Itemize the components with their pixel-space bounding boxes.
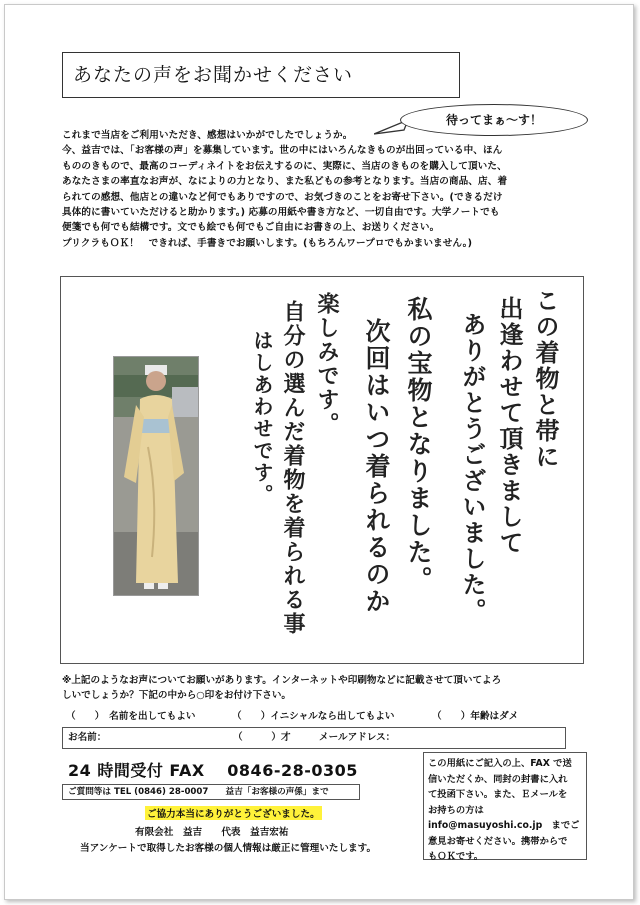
intro-line: これまで当店をご利用いただき、感想はいかがでしたでしょうか。 [62,130,353,141]
intro-line: もののきもので、最高のコーディネイトをお伝えするのに、実際に、当店のきものを購入して頂いた、 [62,160,507,172]
permission-note [62,673,582,703]
handwritten-line: ありがとうございました。 [458,312,487,624]
handwritten-line: 次回はいつ着られるのか [362,318,391,615]
instruction-line: 意見お寄せください。携帯からで [428,835,568,847]
handwritten-line: はしあわせです。 [250,330,274,506]
page-title: あなたの声をお聞かせください [62,52,460,98]
instruction-line: お持ちの方は [428,804,484,816]
intro-line: 便箋でも何でも結構です。文でも絵でも何でもご自由にお書きの上、お送りください。 [62,222,440,234]
handwritten-line: この着物と帯に [531,288,560,470]
email-field-label[interactable]: メールアドレス： [319,732,396,743]
speech-bubble: 待ってまぁ～す！ [400,104,588,136]
instruction-line: もＯＫです。 [428,851,484,862]
intro-line: 具体的に書いていただけると助かります。) 応募の用紙や書き方など、一切自由です。大学ノートでも [62,207,500,219]
handwritten-line: 自分の選んだ着物を着られる事 [280,300,306,636]
fax-number: 24 時間受付 FAX 0846-28-0305 [68,761,358,780]
thanks-message: ご協力本当にありがとうございました。 [145,806,322,820]
name-form-row [62,727,566,749]
kimono-photo-image [114,357,199,596]
instruction-line: て投函下さい。また、Ｅメールを [428,789,568,800]
submission-instructions [423,752,587,860]
handwritten-line: 出逢わせて頂きまして [495,296,524,556]
company-name: 有限会社 益吉 代表 益吉宏祐 [135,827,289,838]
option-name-ok[interactable]: （ ） 名前を出してもよい [66,711,196,722]
age-field-label[interactable]: （ ）才 [233,732,291,743]
note-line: ※上記のようなお声についてお願いがあります。インターネットや印刷物などに記載させて頂いてよろ [62,675,502,686]
instruction-line: 信いただくか、同封の封書に入れ [428,773,568,785]
contact-info: ご質問等は TEL (0846) 28-0007 益吉「お客様の声係」まで [62,784,360,800]
option-initials-ok[interactable]: （ ）イニシャルなら出してもよい [232,711,395,722]
handwritten-line: 私の宝物となりました。 [404,296,433,593]
intro-line: あなたさまの率直なお声が、なによりの力となり、また私どもの参考となります。当店の商品、店、着 [62,176,508,188]
intro-line: 今、益吉では、「お客様の声」を募集しています。世の中にはいろんなきものが出回っている中、ほん [62,145,503,157]
intro-line: られての感想、他店との違いなど何でもありですので、お気づきのことをお寄せ下さい。(できるだけ [62,191,503,203]
note-line: しいでしょうか？下記の中から○印をお付け下さい。 [62,690,292,701]
instruction-line: この用紙にご記入の上、FAX で送 [428,758,572,769]
option-no-age[interactable]: （ ）年齢はダメ [432,711,519,722]
customer-photo [113,356,199,596]
handwritten-line: 楽しみです。 [314,292,340,436]
intro-text [62,128,582,251]
name-field-label: お名前： [68,732,107,743]
privacy-notice: 当アンケートで取得したお客様の個人情報は厳正に管理いたします。 [80,843,377,854]
intro-line: プリクラもＯＫ！ できれば、手書きでお願いします。(もちろんワープロでもかまいません。) [62,237,473,249]
email-link[interactable]: info@masuyoshi.co.jp までご [428,820,580,831]
